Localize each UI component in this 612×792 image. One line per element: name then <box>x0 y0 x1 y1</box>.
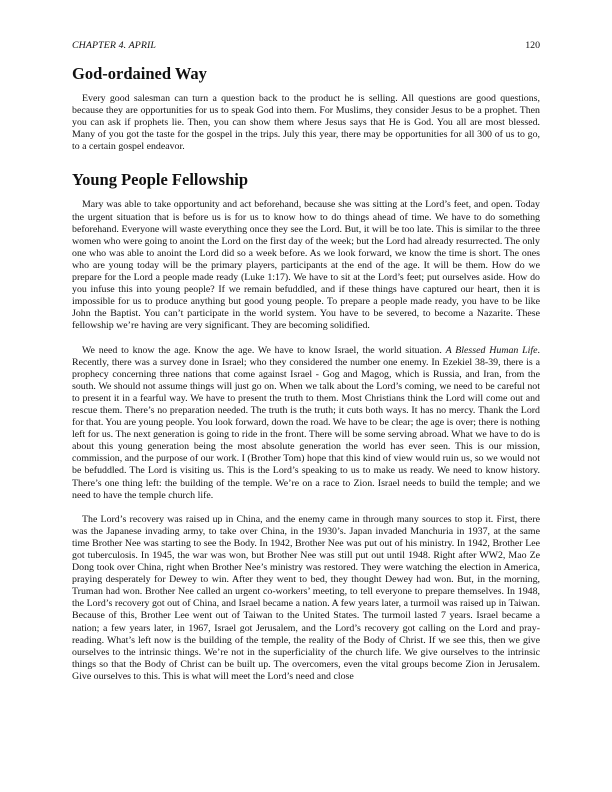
paragraph-text: . Recently, there was a survey done in Israel; who they considered the number one enemy. In Ezekiel 38-39, there is a prophecy concerning three nations that come against Israel - Gog and Magog, which is Russia, and Iran, from the south. We should not assume things will just go on. When we talk about the Lord’s coming, we need to be careful not to present it in a fearful way. We have to present the truth to them. Most Christians think the Lord will come out and rescue them. There’s no preparation needed. The truth is the truth; it cuts both ways. It has no mercy. Thank the Lord for that. You are young people. You look forward, down the road. We have to be clear; the age is over; there is nothing left for us. The next generation is going to ride in the front. There will be some serving abroad. What we have to do is about this young generation being the most absolute generation the world has ever seen. This is our mission, commission, and the purpose of our work. I (Brother Tom) hope that this kind of view would ruin us, so we would not be befuddled. The Lord is visiting us. This is the Lord’s speaking to us to make us ready. We need to know history. There’s one thing left: the building of the temple. We’re on a race to Zion. Israel needs to build the temple; and we need to have the temple church life. <box>72 344 540 501</box>
paragraph: Mary was able to take opportunity and act beforehand, because she was sitting at the Lord’s feet, and open. Today the urgent situation that is before us is for us to know how to do things ahead of time. We have to do something beforehand. Everyone will waste everything once they see the Lord. But, it will be too late. This is similar to the three women who were going to anoint the Lord on the first day of the week; but the Lord had already resurrected. The only one who was able to anoint the Lord did so a week before. As we look forward, we know the time is short. The ones who are young today will be the primary players, participants at the end of the age. It will be them. How do we prepare for the Lord a people made ready (Luke 1:17). We have to sit at the Lord’s feet; put ourselves aside. How do you infuse this into young people? If we remain befuddled, and if these things have captured our heart, then it is impossible for us to produce anything but good young people. To prepare a people made ready, you have to be like John the Baptist. You can’t participate in the world system. You have to be severed, to become a Nazarite. These fellowship we’re having are very significant. They are becoming solidified. <box>72 199 540 332</box>
paragraph: The Lord’s recovery was raised up in China, and the enemy came in through many sources to stop it. First, there was the Japanese invading army, to take over China, in the 1930’s. Japan invaded Manchuria in 1937, at the same time Brother Nee was starting to see the Body. In 1942, Brother Nee was put out of his ministry. In 1942, Brother Lee got tuberculosis. In 1945, the war was won, but Brother Nee was still put out until 1948. Right after WW2, Mao Ze Dong took over China, right when Brother Nee’s ministry was restored. They were watching the election in America, praying desperately for Dewey to win. After they went to bed, they thought Dewey had won. But, in the morning, Truman had won. Brother Nee called an urgent co-workers’ meeting, to tell everyone to prepare themselves. In 1948, the Lord’s recovery got out of China, and Israel became a nation. A few years later, a turmoil was raised up in Taiwan. Because of this, Brother Lee went out of Taiwan to the United States. The turmoil lasted 7 years. Israel became a nation; a few years later, in 1967, Israel got Jerusalem, and the Lord’s recovery got calling on the Lord and pray-reading. What’s left now is the building of the temple, the reality of the Body of Christ. If we see this, then we give ourselves to the intrinsic things. We’re not in the superficiality of the church life. We give ourselves to the intrinsic things so that the Body of Christ can be built up. The overcomers, even the vital groups become Zion in Jerusalem. Give ourselves to this. This is what will meet the Lord’s need and close <box>72 513 540 682</box>
page-number: 120 <box>525 40 540 51</box>
chapter-label: CHAPTER 4. APRIL <box>72 40 156 51</box>
paragraph <box>72 345 540 502</box>
paragraph-text: We need to know the age. Know the age. We have to know Israel, the world situation. <box>82 344 446 356</box>
section-young-people-fellowship <box>72 170 540 683</box>
paragraph: Every good salesman can turn a question back to the product he is selling. All questions are good questions, because they are opportunities for us to speak God into them. For Muslims, they consider Jesus to be a prophet. Then you can ask if prophets lie. Then, you can show them where Jesus says that He is God. You all are most blessed. Many of you got the taste for the gospel in the trips. July this year, there may be opportunities for all 300 of us to go, to a certain gospel endeavor. <box>72 93 540 153</box>
section-heading: God-ordained Way <box>72 64 207 83</box>
section-god-ordained-way <box>72 64 540 153</box>
section-heading: Young People Fellowship <box>72 170 249 190</box>
running-header <box>72 40 540 54</box>
book-title: A Blessed Human Life <box>445 344 538 356</box>
document-page <box>72 40 540 683</box>
